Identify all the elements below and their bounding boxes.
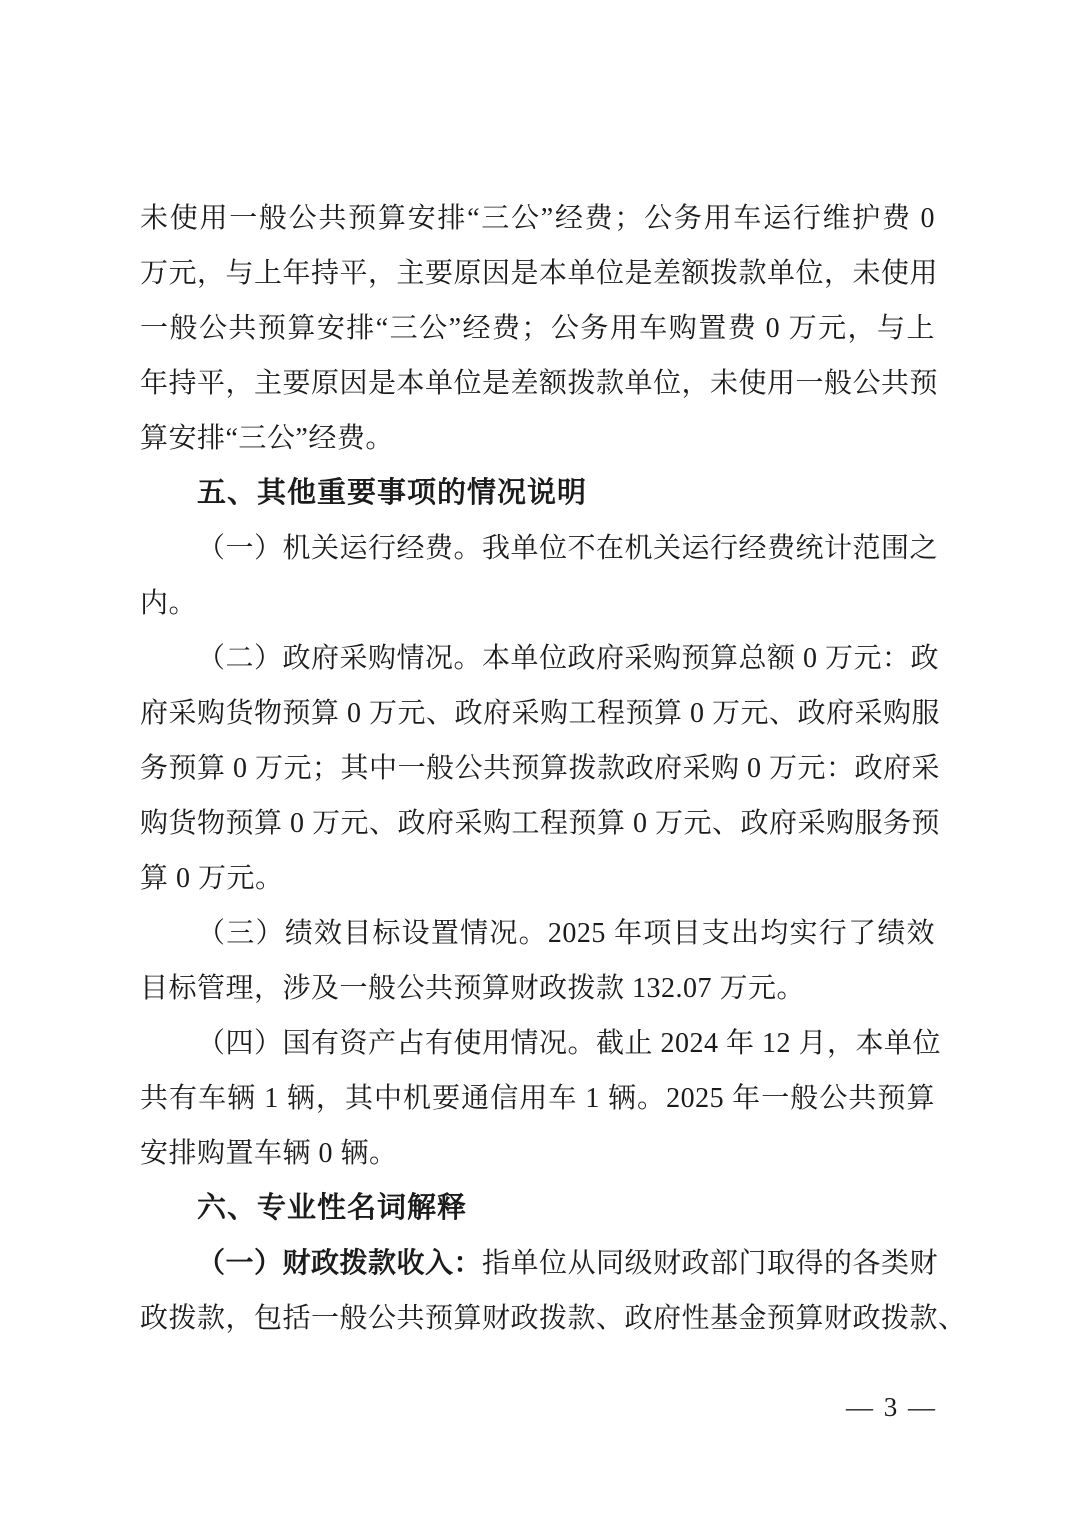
text-line: 目标管理，涉及一般公共预算财政拨款 132.07 万元。	[140, 973, 806, 1004]
paragraph	[140, 191, 939, 466]
section-heading-text: 六、专业性名词解释	[197, 1192, 468, 1224]
text-line: （二）政府采购情况。本单位政府采购预算总额 0 万元：政	[197, 643, 940, 674]
text-line: 算安排“三公”经费。	[140, 423, 394, 454]
text-line: 共有车辆 1 辆，其中机要通信用车 1 辆。2025 年一般公共预算	[140, 1083, 935, 1114]
text-line: （三）绩效目标设置情况。2025 年项目支出均实行了绩效	[197, 918, 935, 949]
text-line: 务预算 0 万元；其中一般公共预算拨款政府采购 0 万元：政府采	[140, 753, 941, 784]
section-heading-6	[140, 1181, 935, 1236]
item-lead-label: （一）财政拨款收入：	[197, 1248, 483, 1279]
item-lead-label: （三）绩效目标设置情况。	[197, 918, 548, 949]
text-line: 万元，与上年持平，主要原因是本单位是差额拨款单位，未使用	[140, 258, 939, 289]
item-lead-label: （四）国有资产占有使用情况。	[197, 1028, 597, 1059]
text-line: 府采购货物预算 0 万元、政府采购工程预算 0 万元、政府采购服	[140, 698, 941, 729]
text-line: 政拨款，包括一般公共预算财政拨款、政府性基金预算财政拨款、	[140, 1303, 967, 1334]
text-line: （一）财政拨款收入：指单位从同级财政部门取得的各类财	[197, 1248, 939, 1279]
paragraph	[140, 631, 941, 906]
paragraph	[140, 1236, 967, 1346]
text-line: 算 0 万元。	[140, 863, 284, 894]
item-lead-label: （二）政府采购情况。	[197, 643, 483, 674]
text-line: 年持平，主要原因是本单位是差额拨款单位，未使用一般公共预	[140, 368, 939, 399]
paragraph	[140, 521, 939, 631]
text-line: （四）国有资产占有使用情况。截止 2024 年 12 月，本单位	[197, 1028, 942, 1059]
document-body	[140, 191, 967, 1346]
text-line: （一）机关运行经费。我单位不在机关运行经费统计范围之	[197, 533, 939, 564]
section-heading-1	[140, 466, 935, 521]
paragraph	[140, 906, 935, 1016]
item-lead-label: （一）机关运行经费。	[197, 533, 483, 564]
page-number: — 3 —	[846, 1392, 937, 1422]
text-line: 购货物预算 0 万元、政府采购工程预算 0 万元、政府采购服务预	[140, 808, 941, 839]
section-heading-text: 五、其他重要事项的情况说明	[197, 477, 588, 509]
paragraph	[140, 1016, 942, 1181]
text-line: 安排购置车辆 0 辆。	[140, 1138, 398, 1169]
text-line: 一般公共预算安排“三公”经费；公务用车购置费 0 万元，与上	[140, 313, 935, 344]
text-line: 未使用一般公共预算安排“三公”经费；公务用车运行维护费 0	[140, 203, 935, 234]
text-line: 内。	[140, 588, 198, 619]
page-footer	[811, 1362, 937, 1452]
